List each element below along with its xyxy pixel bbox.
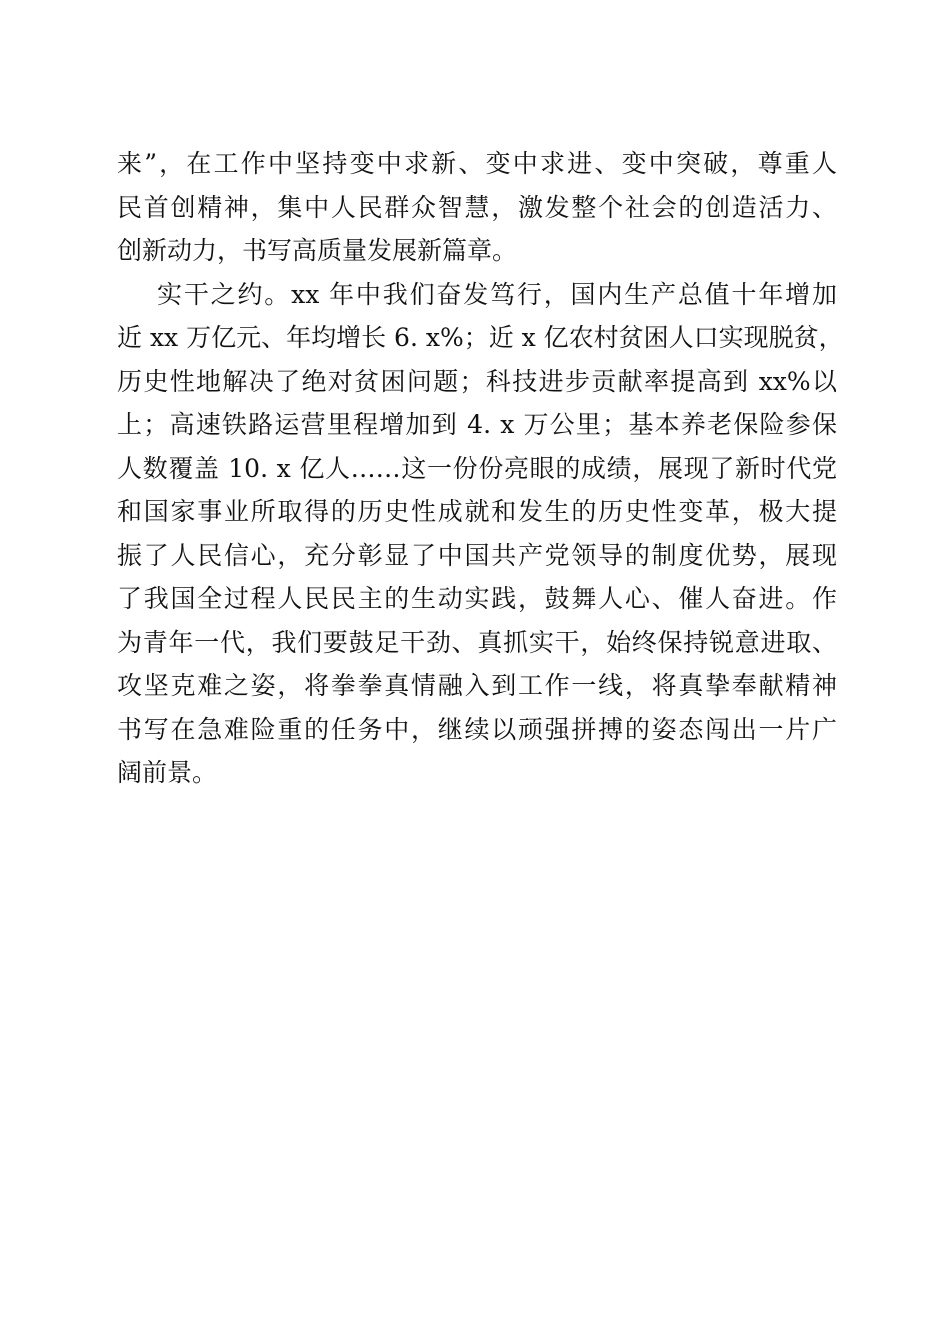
text-line: 人数覆盖 10. x 亿人……这一份份亮眼的成绩，展现了新时代党 [117,453,837,483]
text-line: 了我国全过程人民民主的生动实践，鼓舞人心、催人奋进。作 [117,584,837,613]
text-line: 历史性地解决了绝对贫困问题；科技进步贡献率提高到 xx%以 [117,366,837,396]
text-line: 和国家事业所取得的历史性成就和发生的历史性变革，极大提 [117,497,837,526]
paragraph-1 [117,142,837,273]
text-line: 书写在急难险重的任务中，继续以顽强拼搏的姿态闯出一片广 [117,714,837,744]
text-line: 攻坚克难之姿，将拳拳真情融入到工作一线，将真挚奉献精神 [117,671,837,700]
text-line: 创新动力，书写高质量发展新篇章。 [117,236,518,265]
text-line: 上；高速铁路运营里程增加到 4. x 万公里；基本养老保险参保 [117,410,837,439]
text-line: 阔前景。 [117,758,218,787]
document-body [117,142,844,795]
paragraph-2 [117,273,844,795]
text-line: 为青年一代，我们要鼓足干劲、真抓实干，始终保持锐意进取、 [117,627,837,657]
text-line: 来”，在工作中坚持变中求新、变中求进、变中突破，尊重人 [117,149,837,178]
text-line: 振了人民信心，充分彰显了中国共产党领导的制度优势，展现 [117,540,837,570]
text-line: 近 xx 万亿元、年均增长 6. x%；近 x 亿农村贫困人口实现脱贫， [117,323,844,352]
text-line: 民首创精神，集中人民群众智慧，激发整个社会的创造活力、 [117,192,837,222]
text-line: 实干之约。xx 年中我们奋发笃行，国内生产总值十年增加 [157,279,837,309]
